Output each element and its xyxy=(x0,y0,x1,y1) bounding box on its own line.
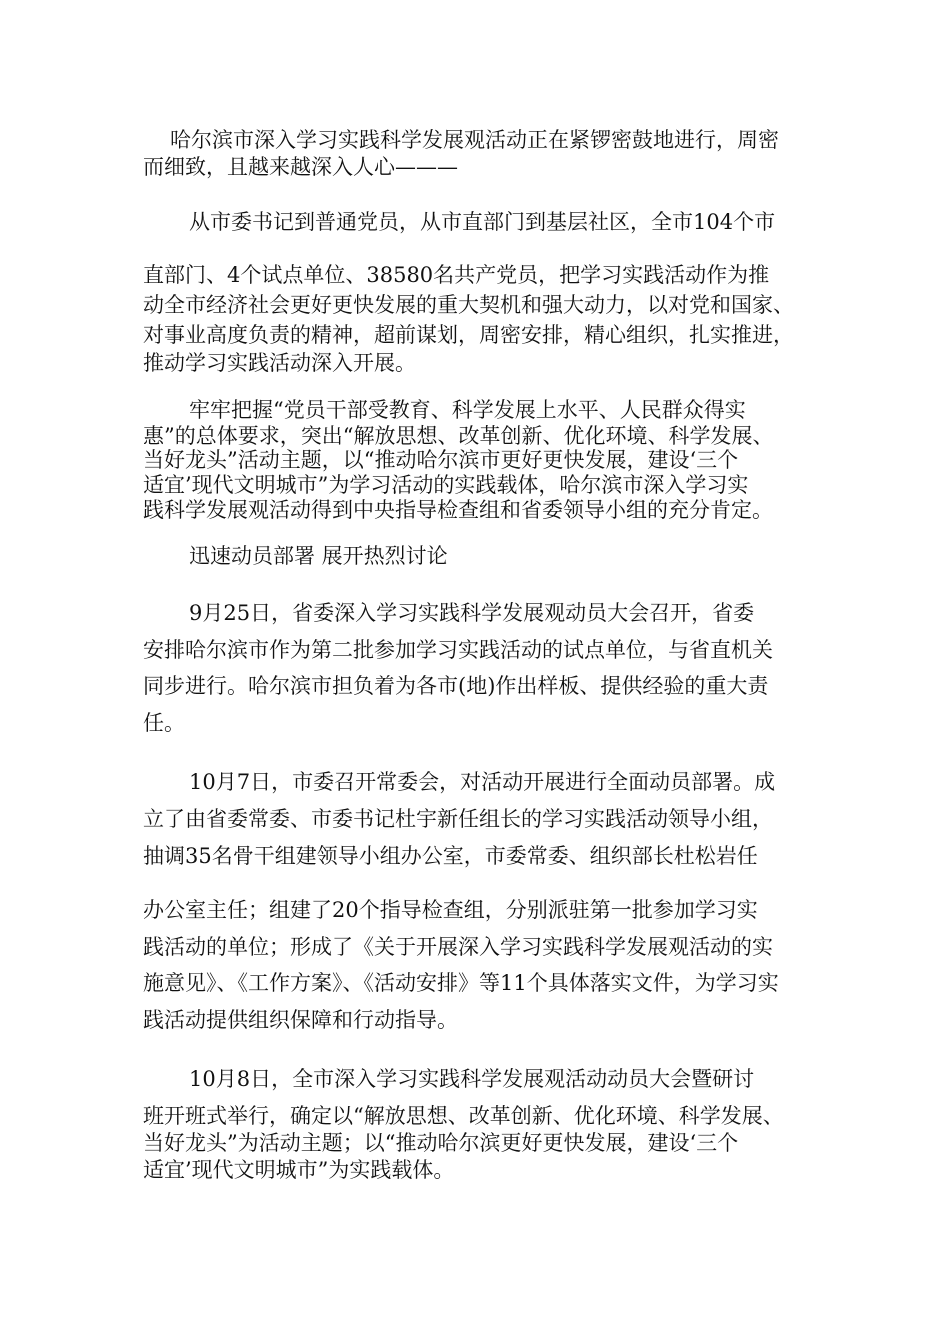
paragraph-line: 从市委书记到普通党员，从市直部门到基层社区，全市104个市 xyxy=(189,210,776,234)
paragraph-line: 适宜’现代文明城市”为实践载体。 xyxy=(143,1158,455,1182)
paragraph-line: 践活动的单位；形成了《关于开展深入学习实践科学发展观活动的实 xyxy=(143,935,773,959)
paragraph-line: 同步进行。哈尔滨市担负着为各市(地)作出样板、提供经验的重大责 xyxy=(143,674,769,698)
paragraph-line: 立了由省委常委、市委书记杜宇新任组长的学习实践活动领导小组， xyxy=(143,807,773,831)
paragraph-line: 适宜’现代文明城市”为学习活动的实践载体，哈尔滨市深入学习实 xyxy=(143,473,749,497)
intro-line: 哈尔滨市深入学习实践科学发展观活动正在紧锣密鼓地进行，周密 xyxy=(170,128,779,152)
paragraph-line: 安排哈尔滨市作为第二批参加学习实践活动的试点单位，与省直机关 xyxy=(143,638,773,662)
paragraph-line: 任。 xyxy=(143,711,185,735)
paragraph-line: 对事业高度负责的精神，超前谋划，周密安排，精心组织，扎实推进， xyxy=(143,323,794,347)
paragraph-line: 施意见》、《工作方案》、《活动安排》等11个具体落实文件，为学习实 xyxy=(143,971,779,995)
intro-line: 而细致，且越来越深入人心——— xyxy=(143,155,458,179)
paragraph-line: 动全市经济社会更好更快发展的重大契机和强大动力，以对党和国家、 xyxy=(143,293,794,317)
paragraph-line: 践活动提供组织保障和行动指导。 xyxy=(143,1008,458,1032)
paragraph-line: 践科学发展观活动得到中央指导检查组和省委领导小组的充分肯定。 xyxy=(143,498,773,522)
paragraph-line: 抽调35名骨干组建领导小组办公室，市委常委、组织部长杜松岩任 xyxy=(143,844,758,868)
paragraph-line: 惠”的总体要求，突出“解放思想、改革创新、优化环境、科学发展、 xyxy=(143,424,774,448)
paragraph-line: 当好龙头”活动主题，以“推动哈尔滨市更好更快发展，建设‘三个 xyxy=(143,448,739,472)
paragraph-line: 当好龙头”为活动主题；以“推动哈尔滨更好更快发展，建设‘三个 xyxy=(143,1131,739,1155)
paragraph-line: 班开班式举行，确定以“解放思想、改革创新、优化环境、科学发展、 xyxy=(143,1104,784,1128)
paragraph-line: 推动学习实践活动深入开展。 xyxy=(143,351,416,375)
paragraph-line: 10月8日，全市深入学习实践科学发展观活动动员大会暨研讨 xyxy=(189,1067,755,1091)
paragraph-line: 10月7日，市委召开常委会，对活动开展进行全面动员部署。成 xyxy=(189,770,776,794)
paragraph-line: 9月25日，省委深入学习实践科学发展观动员大会召开，省委 xyxy=(189,601,755,625)
section-heading: 迅速动员部署 展开热烈讨论 xyxy=(189,544,448,568)
paragraph-line: 办公室主任；组建了20个指导检查组，分别派驻第一批参加学习实 xyxy=(143,898,758,922)
paragraph-line: 直部门、4个试点单位、38580名共产党员，把学习实践活动作为推 xyxy=(143,263,770,287)
paragraph-line: 牢牢把握“党员干部受教育、科学发展上水平、人民群众得实 xyxy=(189,398,746,422)
